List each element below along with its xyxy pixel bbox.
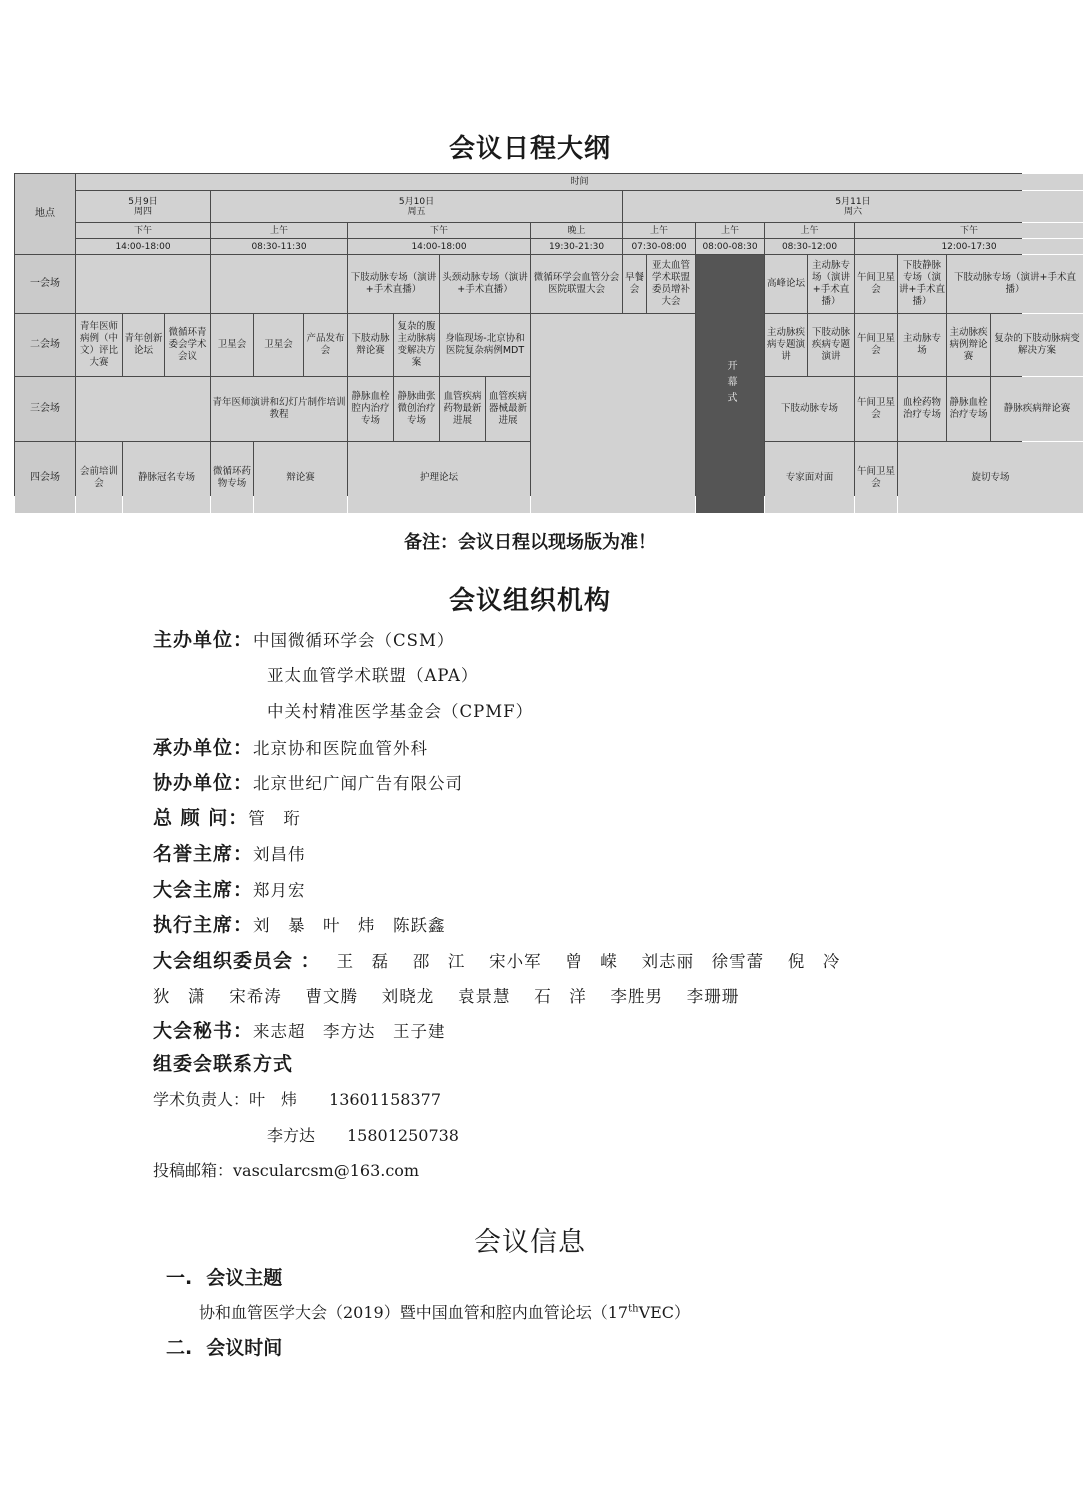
session-cell: 专家面对面 xyxy=(765,442,854,513)
section-number: 二. xyxy=(166,1337,193,1359)
session-cell: 产品发布会 xyxy=(304,314,347,376)
session-cell: 下肢动脉疾病专题演讲 xyxy=(808,314,854,376)
chair-label: 大会主席： xyxy=(153,879,254,901)
period-label: 晚上 xyxy=(531,223,622,238)
period-time: 14:00-18:00 xyxy=(348,239,530,254)
period-time: 19:30-21:30 xyxy=(531,239,622,254)
period-time: 08:30-12:00 xyxy=(765,239,854,254)
session-cell: 高峰论坛 xyxy=(765,255,807,313)
session-cell: 青年医师病例（中文）评比大赛 xyxy=(76,314,122,376)
session-cell: 血栓药物治疗专场 xyxy=(898,377,946,441)
day-header: 5月11日 周六 xyxy=(623,191,1083,222)
co-organizer-value: 北京世纪广闻广告有限公司 xyxy=(253,774,464,793)
session-cell: 血管疾病药物最新进展 xyxy=(440,377,485,441)
empty-cell xyxy=(76,377,210,441)
committee-members: 狄 潇 宋希涛 曹文腾 刘晓龙 袁景慧 石 洋 李胜男 李珊珊 xyxy=(153,987,740,1006)
section-heading xyxy=(166,1263,282,1290)
contact-title: 组委会联系方式 xyxy=(153,1053,294,1075)
session-cell: 午间卫星会 xyxy=(855,255,897,313)
session-cell: 旋切专场 xyxy=(898,442,1083,513)
host-value: 亚太血管学术联盟（APA） xyxy=(267,666,479,685)
empty-cell xyxy=(531,314,695,513)
session-cell: 静脉曲张微创治疗专场 xyxy=(394,377,439,441)
venue-label: 四会场 xyxy=(15,442,75,513)
session-cell: 微循环学会血管分会医院联盟大会 xyxy=(531,255,622,313)
period-time: 14:00-18:00 xyxy=(76,239,210,254)
session-cell: 青年创新论坛 xyxy=(123,314,164,376)
schedule-note: 备注：会议日程以现场版为准！ xyxy=(404,532,656,553)
host-value: 中国微循环学会（CSM） xyxy=(253,631,455,650)
venue-label: 一会场 xyxy=(15,255,75,313)
session-cell: 静脉冠名专场 xyxy=(123,442,210,513)
chair-value: 郑月宏 xyxy=(253,881,306,900)
session-cell: 微循环药物专场 xyxy=(211,442,253,513)
session-cell: 身临现场-北京协和医院复杂病例MDT xyxy=(440,314,530,376)
session-cell: 主动脉专场 xyxy=(898,314,946,376)
session-cell: 会前培训会 xyxy=(76,442,122,513)
chair-row xyxy=(153,875,306,902)
exec-chair-row xyxy=(153,910,446,937)
organizer-value: 北京协和医院血管外科 xyxy=(253,739,429,758)
session-cell: 下肢动脉辩论赛 xyxy=(348,314,393,376)
organizer-label: 承办单位： xyxy=(153,737,254,759)
period-time: 08:30-11:30 xyxy=(211,239,347,254)
opening-ceremony-cell: 开幕式 xyxy=(696,255,764,513)
session-cell: 复杂的腹主动脉病变解决方案 xyxy=(394,314,439,376)
committee-row xyxy=(153,946,840,973)
section-heading xyxy=(166,1333,282,1360)
session-cell: 静脉疾病辩论赛 xyxy=(991,377,1083,441)
session-cell: 辩论赛 xyxy=(254,442,347,513)
session-cell: 午间卫星会 xyxy=(855,442,897,513)
period-label: 上午 xyxy=(623,223,695,238)
organizer-row xyxy=(153,733,428,760)
info-title: 会议信息 xyxy=(474,1227,586,1258)
empty-cell xyxy=(76,255,210,313)
session-cell: 头颈动脉专场（演讲+手术直播） xyxy=(440,255,530,313)
session-cell: 青年医师演讲和幻灯片制作培训教程 xyxy=(211,377,347,441)
period-time: 12:00-17:30 xyxy=(855,239,1083,254)
period-time: 08:00-08:30 xyxy=(696,239,764,254)
host-label: 主办单位： xyxy=(153,629,254,651)
session-cell: 下肢动脉专场（演讲+手术直播） xyxy=(947,255,1083,313)
schedule-table xyxy=(14,173,1080,496)
session-cell: 主动脉专场（演讲+手术直播） xyxy=(808,255,854,313)
session-cell: 亚太血管学术联盟委员增补大会 xyxy=(647,255,695,313)
venue-label: 三会场 xyxy=(15,377,75,441)
academic-contact-label: 学术负责人： xyxy=(153,1090,250,1109)
corner-label: 地点 xyxy=(15,174,75,254)
session-cell: 静脉血栓腔内治疗专场 xyxy=(348,377,393,441)
session-cell: 复杂的下肢动脉病变解决方案 xyxy=(991,314,1083,376)
academic-contact-row xyxy=(153,1087,441,1110)
venue-label: 二会场 xyxy=(15,314,75,376)
session-cell: 微循环青委会学术会议 xyxy=(165,314,210,376)
advisor-row xyxy=(153,803,301,830)
session-cell: 血管疾病器械最新进展 xyxy=(486,377,530,441)
honorary-chair-label: 名誉主席： xyxy=(153,843,254,865)
co-organizer-row xyxy=(153,768,463,795)
conference-theme: 协和血管医学大会（2019）暨中国血管和腔内血管论坛（17thVEC） xyxy=(199,1303,691,1322)
section-title: 会议主题 xyxy=(206,1267,283,1289)
period-label: 下午 xyxy=(76,223,210,238)
honorary-chair-value: 刘昌伟 xyxy=(253,845,306,864)
session-cell: 主动脉疾病例辩论赛 xyxy=(947,314,990,376)
day-header: 5月9日 周四 xyxy=(76,191,210,222)
committee-label: 大会组织委员会 ： xyxy=(153,950,321,972)
committee-members: 王 磊 邵 江 宋小军 曾 嵘 刘志丽 徐雪蕾 倪 冷 xyxy=(336,952,841,971)
section-title: 会议时间 xyxy=(206,1337,283,1359)
session-cell: 静脉血栓治疗专场 xyxy=(947,377,990,441)
secretary-label: 大会秘书： xyxy=(153,1020,254,1042)
contact-title-row xyxy=(153,1049,293,1076)
exec-chair-label: 执行主席： xyxy=(153,914,254,936)
exec-chair-value: 刘 暴 叶 炜 陈跃鑫 xyxy=(253,916,446,935)
empty-cell xyxy=(211,255,347,313)
secretary-row xyxy=(153,1016,446,1043)
co-organizer-label: 协办单位： xyxy=(153,772,254,794)
section-number: 一. xyxy=(166,1267,193,1289)
org-title: 会议组织机构 xyxy=(448,586,611,616)
period-label: 上午 xyxy=(696,223,764,238)
period-label: 下午 xyxy=(855,223,1083,238)
advisor-value: 管 珩 xyxy=(248,809,301,828)
period-label: 下午 xyxy=(348,223,530,238)
session-cell: 主动脉疾病专题演讲 xyxy=(765,314,807,376)
session-cell: 卫星会 xyxy=(254,314,303,376)
session-cell: 午间卫星会 xyxy=(855,314,897,376)
schedule-title: 会议日程大纲 xyxy=(448,134,611,164)
period-time: 07:30-08:00 xyxy=(623,239,695,254)
day-header: 5月10日 周五 xyxy=(211,191,622,222)
session-cell: 下肢动脉专场（演讲+手术直播） xyxy=(348,255,439,313)
session-cell: 护理论坛 xyxy=(348,442,530,513)
period-label: 上午 xyxy=(765,223,854,238)
advisor-label: 总 顾 问： xyxy=(153,807,249,829)
email-line: 投稿邮箱：vascularcsm@163.com xyxy=(153,1161,420,1180)
session-cell: 早餐会 xyxy=(623,255,646,313)
time-header: 时间 xyxy=(76,174,1083,190)
contact-entry: 叶 炜 13601158377 xyxy=(249,1090,441,1109)
session-cell: 下肢静脉专场（演讲+手术直播） xyxy=(898,255,946,313)
session-cell: 下肢动脉专场 xyxy=(765,377,854,441)
host-row xyxy=(153,625,454,652)
session-cell: 午间卫星会 xyxy=(855,377,897,441)
secretary-value: 来志超 李方达 王子建 xyxy=(253,1022,446,1041)
period-label: 上午 xyxy=(211,223,347,238)
honorary-chair-row xyxy=(153,839,306,866)
host-value: 中关村精准医学基金会（CPMF） xyxy=(267,702,534,721)
contact-entry: 李方达 15801250738 xyxy=(267,1126,459,1145)
session-cell: 卫星会 xyxy=(211,314,253,376)
